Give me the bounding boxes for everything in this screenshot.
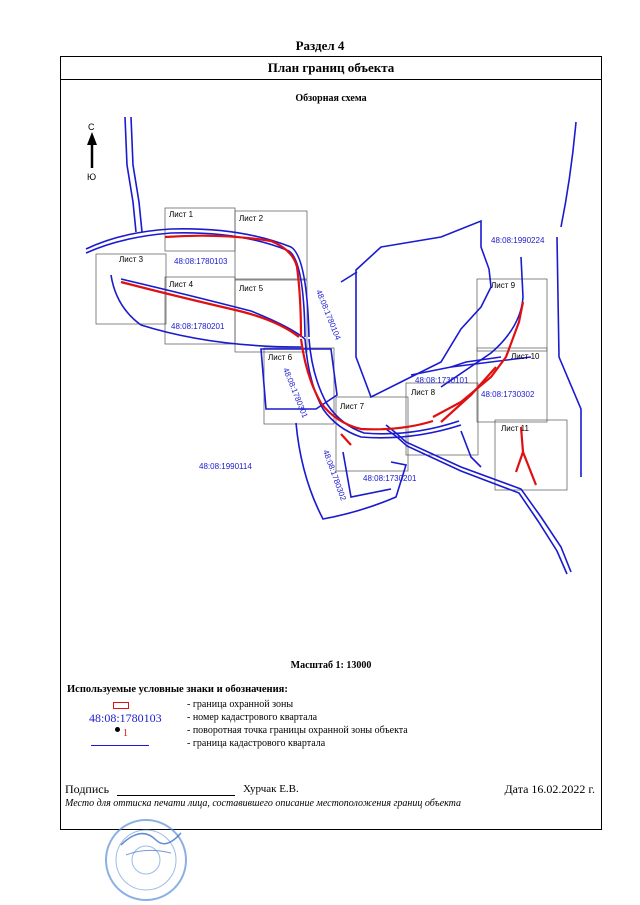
- quarter-label: 48:08:1780103: [174, 257, 228, 266]
- legend-title: Используемые условные знаки и обозначения:: [67, 684, 288, 695]
- map-scale: Масштаб 1: 13000: [290, 660, 372, 671]
- sheet-label: Лист 3: [119, 255, 144, 264]
- quarter-label: 48:08:1990114: [199, 462, 252, 471]
- sheet-label: Лист 11: [501, 424, 529, 433]
- sheet-label: Лист 7: [340, 402, 365, 411]
- map-title: Обзорная схема: [295, 93, 367, 104]
- stamp-seal-icon: [101, 815, 191, 905]
- signature-row: [65, 782, 599, 798]
- sheet-label: Лист 1: [169, 210, 194, 219]
- document-frame: [60, 56, 602, 830]
- quarter-code-sample: 48:08:1780103: [89, 711, 162, 725]
- north-arrow-icon: [87, 122, 97, 182]
- quarter-label: 48:08:1730302: [481, 390, 535, 399]
- quarter-label: 48:08:1780301: [281, 366, 310, 420]
- overview-map: [61, 57, 601, 657]
- sheet-label: Лист 6: [268, 353, 293, 362]
- legend-quarter: [61, 712, 461, 725]
- sheet-label: Лист 10: [511, 352, 540, 361]
- signature-line: [117, 795, 235, 796]
- legend-point: [61, 725, 461, 738]
- compass-south: Ю: [87, 172, 97, 182]
- signature-label: Подпись: [65, 782, 110, 796]
- stamp-place-note: Место для оттиска печати лица, составившего описание местоположения границ объекта: [65, 798, 462, 809]
- signatory-name: Хурчак Е.В.: [243, 783, 299, 795]
- sheet-label: Лист 4: [169, 280, 194, 289]
- quarter-labels: [171, 236, 545, 502]
- quarter-label: 48:08:1780104: [314, 288, 343, 342]
- sheet-label: Лист 9: [491, 281, 516, 290]
- point-symbol: [61, 725, 187, 738]
- quarter-label: 48:08:1990224: [491, 236, 545, 245]
- frame-title: План границ объекта: [61, 57, 601, 80]
- boundary-symbol: [61, 738, 187, 751]
- section-title: Раздел 4: [295, 38, 345, 53]
- quarter-label: 48:08:1780302: [321, 448, 348, 502]
- point-number-sample: 1: [123, 728, 128, 739]
- sheet-label: Лист 2: [239, 214, 264, 223]
- signature-date: Дата 16.02.2022 г.: [504, 782, 595, 796]
- sheet-label: Лист 5: [239, 284, 264, 293]
- legend-boundary: [61, 738, 461, 751]
- compass-north: С: [88, 122, 95, 132]
- legend-quarter-text: - номер кадастрового квартала: [187, 712, 318, 723]
- legend-boundary-text: - граница кадастрового квартала: [187, 738, 326, 749]
- point-dot-icon: [115, 727, 120, 732]
- quarter-label: 48:08:1730201: [363, 474, 417, 483]
- sheet-label: Лист 8: [411, 388, 436, 397]
- quarter-label: 48:08:1730101: [415, 376, 469, 385]
- quarter-label: 48:08:1780201: [171, 322, 225, 331]
- cadastral-boundaries: [86, 117, 581, 574]
- quarter-symbol: [61, 712, 187, 725]
- legend-point-text: - поворотная точка границы охранной зоны объекта: [187, 725, 408, 736]
- legend-zone-text: - граница охранной зоны: [187, 699, 294, 710]
